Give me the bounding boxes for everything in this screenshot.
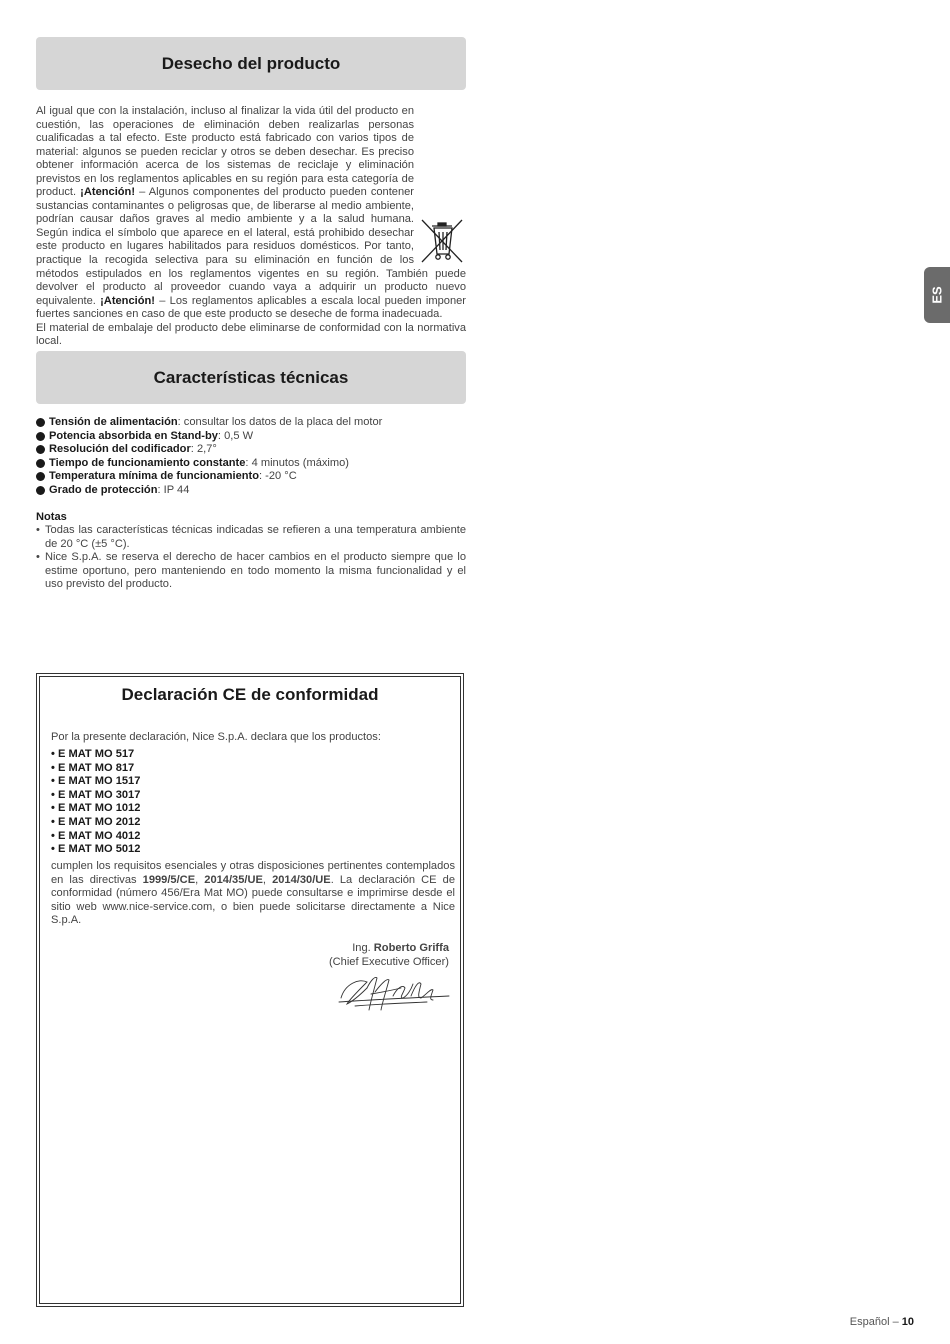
spec-item xyxy=(36,416,466,430)
spec-value: : IP 44 xyxy=(157,483,190,496)
disposal-header xyxy=(36,37,466,90)
disposal-text xyxy=(36,105,466,349)
spec-value: : 4 minutos (máximo) xyxy=(245,456,349,469)
product-item: • E MAT MO 517 xyxy=(51,748,455,762)
product-item: • E MAT MO 1012 xyxy=(51,802,455,816)
product-item: • E MAT MO 4012 xyxy=(51,830,455,844)
page-number: 10 xyxy=(901,1316,914,1328)
specs-header xyxy=(36,351,466,404)
disposal-text1: Al igual que con la instalación, incluso al finalizar la vida útil del producto en cuestión, las operaciones de eliminación deben realizarlas personas cualificadas a tal efecto. Este producto está fabricado con varios tipos de material: algunos se pueden reciclar y otros se deben desechar. Es preciso obtener información acerca de los sistemas de reciclaje y eliminación previstos en los reglamentos aplicables en su región para esta categoría de product. xyxy=(36,105,414,199)
signer-role: (Chief Executive Officer) xyxy=(328,955,449,968)
spec-item xyxy=(36,470,466,484)
language-tab-label: ES xyxy=(929,286,945,304)
notes-title: Notas xyxy=(36,511,67,523)
page-footer xyxy=(850,1316,914,1328)
signer-name: Roberto Griffa xyxy=(373,942,449,954)
declaration-body xyxy=(51,860,455,928)
spec-item xyxy=(36,443,466,457)
disposal-text2: – Algunos componentes del producto pueden contener sustancias contaminantes o peligrosas que, de liberarse al medio ambiente, podrían causar daños graves al medio ambiente y a la salud humana. Según indica el símbolo que aparece en el lateral, está prohibido desechar este producto en lugares habilitados para residuos domésticos. Por tanto, practique la recogida selectiva para su eliminación en función de los métodos estipulados en los reglamentos vigentes en su región. También puede devolver el producto al proveedor cuando vaya a adquirir un producto nuevo equivalente. xyxy=(36,186,466,307)
product-item: • E MAT MO 1517 xyxy=(51,775,455,789)
spec-value: : 2,7° xyxy=(190,443,217,456)
signer-line xyxy=(329,942,449,956)
signer-block xyxy=(329,942,449,969)
attention-label-2: ¡Atención! xyxy=(100,294,155,307)
language-tab xyxy=(924,267,950,323)
disposal-title: Desecho del producto xyxy=(161,53,341,73)
spec-label: Tensión de alimentación xyxy=(49,416,178,428)
bullet-dot-icon xyxy=(36,486,45,495)
specs-title: Características técnicas xyxy=(153,367,349,387)
spec-value: : consultar los datos de la placa del motor xyxy=(177,416,383,428)
bullet-dot-icon xyxy=(36,418,45,427)
declaration-box xyxy=(36,673,464,1307)
spec-value: : 0,5 W xyxy=(217,429,254,442)
bullet-dot-icon xyxy=(36,472,45,481)
declaration-body-a: cumplen los requisitos esenciales y otras disposiciones pertinentes contemplados en las directivas xyxy=(51,860,455,886)
note-item: • Todas las características técnicas indicadas se refieren a una temperatura ambiente de 20 °C (±5 °C). xyxy=(36,524,466,551)
directive-3: 2014/30/UE xyxy=(272,873,331,886)
directive-2: 2014/35/UE xyxy=(204,873,263,886)
disposal-paragraph-2: El material de embalaje del producto debe eliminarse de conformidad con la normativa local. xyxy=(36,321,466,348)
declaration-title: Declaración CE de conformidad xyxy=(121,685,379,704)
attention-label-1: ¡Atención! xyxy=(80,186,136,199)
spec-label: Resolución del codificador xyxy=(49,443,191,456)
footer-language: Español – xyxy=(849,1316,902,1328)
bullet-dot-icon xyxy=(36,459,45,468)
directive-1: 1999/5/CE xyxy=(142,873,196,886)
signer-prefix: Ing. xyxy=(352,942,374,954)
spec-value: : -20 °C xyxy=(259,470,297,483)
note-item: • Nice S.p.A. se reserva el derecho de hacer cambios en el producto siempre que lo estime oportuno, pero manteniendo en todo momento la misma funcionalidad y el uso previsto del producto. xyxy=(36,551,466,592)
product-item: • E MAT MO 3017 xyxy=(51,789,455,803)
disposal-paragraph-1 xyxy=(36,105,466,322)
notes-list xyxy=(36,524,466,592)
bullet-dot-icon xyxy=(36,432,45,441)
bullet-dot-icon xyxy=(36,445,45,454)
spec-label: Potencia absorbida en Stand-by xyxy=(49,429,218,442)
spec-item xyxy=(36,457,466,471)
disposal-text3: – Los reglamentos aplicables a escala local pueden imponer fuertes sanciones en caso de que este producto se deseche de forma inadecuada. xyxy=(36,294,466,321)
specs-list xyxy=(36,416,466,498)
spec-label: Tiempo de funcionamiento constante xyxy=(49,456,246,469)
handwritten-signature xyxy=(337,970,453,1016)
product-item: • E MAT MO 5012 xyxy=(51,843,455,857)
spec-item xyxy=(36,430,466,444)
spec-label: Grado de protección xyxy=(49,483,158,496)
declaration-body-b: . La declaración CE de conformidad (número 456/Era Mat MO) puede consultarse e imprimirse desde el sitio web www.nice-service.com, o bien puede solicitarse directamente a Nice S.p.A. xyxy=(51,873,455,927)
separator: , xyxy=(195,873,205,886)
spec-item xyxy=(36,484,466,498)
spec-label: Temperatura mínima de funcionamiento xyxy=(49,470,259,483)
product-list xyxy=(51,748,455,857)
declaration-inner-frame xyxy=(39,676,461,1304)
declaration-intro: Por la presente declaración, Nice S.p.A. declara que los productos: xyxy=(51,731,381,743)
product-item: • E MAT MO 817 xyxy=(51,762,455,776)
crossed-out-wheelie-bin-icon xyxy=(418,216,466,266)
product-item: • E MAT MO 2012 xyxy=(51,816,455,830)
separator: , xyxy=(262,873,273,886)
